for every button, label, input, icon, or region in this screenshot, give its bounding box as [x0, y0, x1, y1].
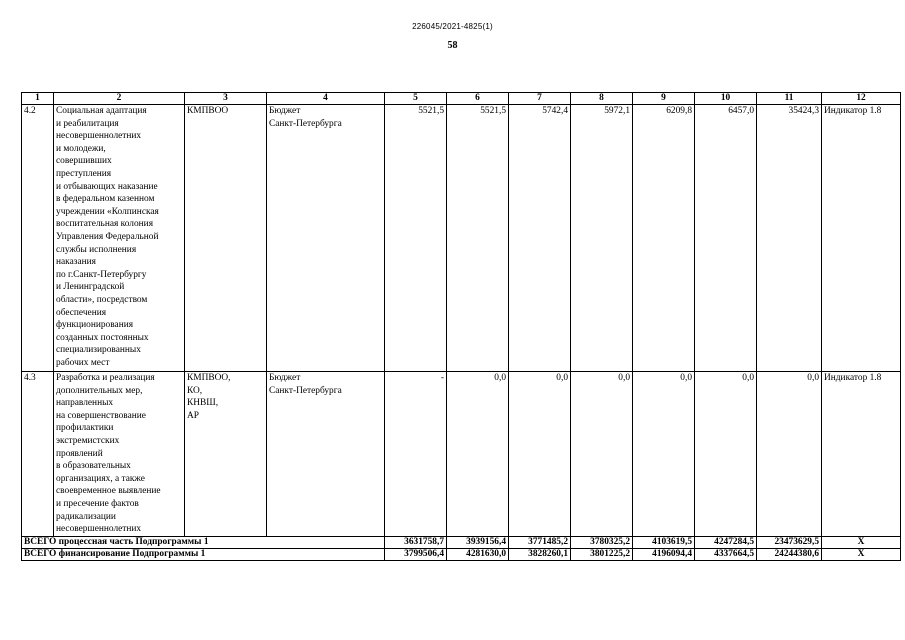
row-value: 5521,5: [385, 105, 447, 372]
total-value: 4196094,4: [633, 548, 695, 560]
column-header: 4: [267, 93, 385, 105]
row-number: 4.3: [22, 372, 54, 537]
total-value: 3631758,7: [385, 536, 447, 548]
column-header: 6: [447, 93, 509, 105]
total-mark: Х: [822, 548, 901, 560]
row-executor: [185, 372, 267, 537]
total-value: 3828260,1: [509, 548, 571, 560]
row-value: 0,0: [633, 372, 695, 537]
row-value: 0,0: [757, 372, 822, 537]
total-value: 24244380,6: [757, 548, 822, 560]
row-value: 6457,0: [695, 105, 757, 372]
total-label: ВСЕГО процессная часть Подпрограммы 1: [22, 536, 385, 548]
total-value: 3780325,2: [571, 536, 633, 548]
row-value: 0,0: [509, 372, 571, 537]
description-line: совершивших: [56, 156, 112, 167]
description-line: обеспечения: [56, 307, 107, 318]
row-value: 0,0: [447, 372, 509, 537]
row-executor: [185, 105, 267, 372]
description-line: функционирования: [56, 320, 134, 331]
row-description: [54, 372, 185, 537]
description-line: Разработка и реализация: [56, 373, 155, 383]
page-number: 58: [447, 40, 458, 51]
column-header: 9: [633, 93, 695, 105]
description-line: направленных: [56, 398, 114, 409]
column-header: 11: [757, 93, 822, 105]
description-line: службы исполнения: [56, 244, 137, 255]
row-value: 0,0: [695, 372, 757, 537]
source-line: Санкт-Петербурга: [269, 118, 342, 129]
description-line: и Ленинградской: [56, 282, 125, 293]
budget-table: [21, 92, 901, 561]
description-line: профилактики: [56, 423, 114, 434]
column-header: 5: [385, 93, 447, 105]
source-line: Санкт-Петербурга: [269, 385, 342, 396]
description-line: области», посредством: [56, 294, 148, 305]
source-line: Бюджет: [269, 373, 301, 383]
description-line: в федеральном казенном: [56, 194, 155, 205]
table-row: [22, 105, 901, 372]
description-line: и реабилитация: [56, 118, 119, 129]
row-indicator: Индикатор 1.8: [822, 372, 901, 537]
total-value: 4281630,0: [447, 548, 509, 560]
total-row: [22, 536, 901, 548]
total-value: 3939156,4: [447, 536, 509, 548]
table-header-row: [22, 93, 901, 105]
total-row: [22, 548, 901, 560]
total-value: 4247284,5: [695, 536, 757, 548]
row-value: 5972,1: [571, 105, 633, 372]
row-value: -: [385, 372, 447, 537]
description-line: несовершеннолетних: [56, 131, 142, 142]
row-value: 0,0: [571, 372, 633, 537]
total-value: 4337664,5: [695, 548, 757, 560]
executor-line: КНВШ,: [187, 398, 219, 409]
description-line: и пресечение фактов: [56, 498, 139, 509]
row-description: [54, 105, 185, 372]
description-line: несовершеннолетних: [56, 524, 142, 535]
total-value: 3771485,2: [509, 536, 571, 548]
description-line: наказания: [56, 257, 96, 268]
description-line: Социальная адаптация: [56, 106, 147, 116]
description-line: организациях, а также: [56, 473, 145, 484]
column-header: 1: [22, 93, 54, 105]
total-mark: Х: [822, 536, 901, 548]
row-funding-source: [267, 105, 385, 372]
total-label: ВСЕГО финансирование Подпрограммы 1: [22, 548, 385, 560]
executor-line: КМПВОО,: [187, 373, 231, 383]
row-funding-source: [267, 372, 385, 537]
description-line: своевременное выявление: [56, 486, 161, 497]
column-header: 3: [185, 93, 267, 105]
source-line: Бюджет: [269, 106, 301, 116]
column-header: 7: [509, 93, 571, 105]
description-line: созданных постоянных: [56, 332, 149, 343]
executor-line: КМПВОО: [187, 106, 229, 116]
description-line: радикализации: [56, 511, 116, 522]
table-row: [22, 372, 901, 537]
description-line: учреждении «Колпинская: [56, 206, 159, 217]
column-header: 10: [695, 93, 757, 105]
description-line: на совершенствование: [56, 410, 146, 421]
row-indicator: Индикатор 1.8: [822, 105, 901, 372]
executor-line: АР: [187, 410, 199, 421]
description-line: дополнительных мер,: [56, 385, 143, 396]
total-value: 23473629,5: [757, 536, 822, 548]
description-line: воспитательная колония: [56, 219, 154, 230]
total-value: 4103619,5: [633, 536, 695, 548]
row-number: 4.2: [22, 105, 54, 372]
column-header: 8: [571, 93, 633, 105]
row-value: 5521,5: [447, 105, 509, 372]
column-header: 12: [822, 93, 901, 105]
row-value: 5742,4: [509, 105, 571, 372]
row-value: 35424,3: [757, 105, 822, 372]
description-line: преступления: [56, 168, 112, 179]
row-value: 6209,8: [633, 105, 695, 372]
description-line: по г.Санкт-Петербургу: [56, 269, 147, 280]
column-header: 2: [54, 93, 185, 105]
total-value: 3801225,2: [571, 548, 633, 560]
document-id: 226045/2021-4825(1): [412, 22, 493, 31]
description-line: экстремистских: [56, 435, 120, 446]
description-line: Управления Федеральной: [56, 231, 159, 242]
description-line: рабочих мест: [56, 357, 110, 368]
description-line: и отбывающих наказание: [56, 181, 158, 192]
total-value: 3799506,4: [385, 548, 447, 560]
description-line: проявлений: [56, 448, 103, 459]
description-line: и молодежи,: [56, 143, 106, 154]
executor-line: КО,: [187, 385, 203, 396]
description-line: в образовательных: [56, 461, 131, 472]
description-line: специализированных: [56, 345, 141, 356]
